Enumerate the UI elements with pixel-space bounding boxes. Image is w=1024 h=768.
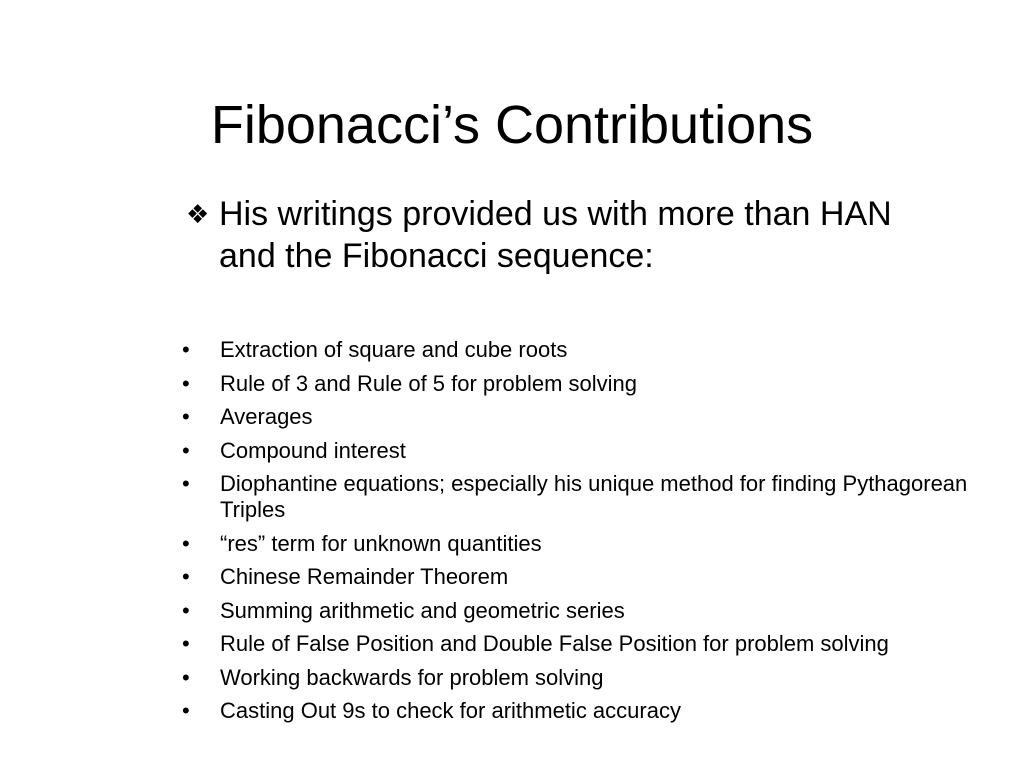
list-item: [180, 665, 1010, 691]
intro-line-1: His writings provided us with more than HAN: [219, 195, 892, 233]
list-item-text: Working backwards for problem solving: [220, 664, 604, 690]
list-item-text: Extraction of square and cube roots: [220, 337, 568, 362]
bullet-icon: •: [182, 530, 190, 556]
bullet-icon: •: [182, 597, 190, 623]
list-item-text: Rule of False Position and Double False Position for problem solving: [220, 631, 889, 656]
diamond-bullet-icon: ❖: [186, 199, 210, 229]
list-item: [180, 404, 1010, 430]
bullet-icon: •: [182, 471, 190, 496]
intro-text: [219, 193, 1024, 277]
list-item-text: Chinese Remainder Theorem: [220, 564, 509, 589]
list-item-text: Summing arithmetic and geometric series: [220, 597, 625, 623]
bullet-icon: •: [182, 370, 190, 396]
list-item: [180, 337, 1010, 363]
list-item: [180, 698, 1010, 724]
intro-line-2: and the Fibonacci sequence:: [219, 237, 654, 275]
list-item-text: Rule of 3 and Rule of 5 for problem solving: [220, 370, 638, 396]
intro-paragraph: [186, 193, 1024, 277]
list-item-text: Diophantine equations; especially his unique method for finding Pythagorean Triples: [220, 471, 968, 522]
list-item: [180, 438, 1010, 464]
bullet-icon: •: [182, 631, 190, 656]
list-item: [180, 564, 1010, 590]
list-item-text: “res” term for unknown quantities: [220, 530, 542, 556]
bullet-icon: •: [182, 664, 190, 690]
list-item: [180, 531, 1010, 557]
list-item: [180, 371, 1010, 397]
contributions-list: [180, 337, 1010, 732]
bullet-icon: •: [182, 437, 190, 463]
bullet-icon: •: [182, 404, 190, 429]
list-item-text: Casting Out 9s to check for arithmetic accuracy: [220, 698, 681, 723]
list-item: [180, 471, 1010, 523]
bullet-icon: •: [182, 337, 190, 362]
slide-title: Fibonacci’s Contributions: [210, 95, 814, 155]
bullet-icon: •: [182, 698, 190, 723]
bullet-icon: •: [182, 564, 190, 589]
list-item: [180, 631, 1010, 657]
list-item-text: Compound interest: [220, 437, 406, 463]
list-item: [180, 598, 1010, 624]
list-item-text: Averages: [220, 404, 313, 429]
